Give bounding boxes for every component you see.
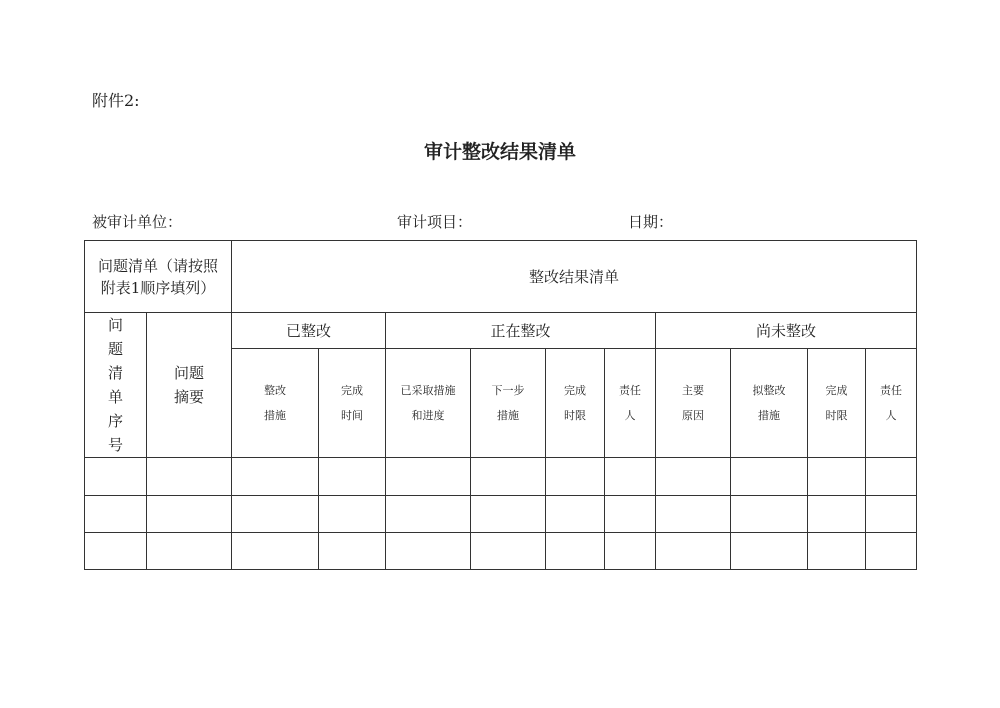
attachment-label: 附件2: — [92, 91, 140, 110]
sub-header-responsible-2: 责任人 — [866, 349, 917, 458]
group-done-header: 已整改 — [232, 313, 386, 349]
table-row — [85, 496, 917, 533]
group-in-progress-header: 正在整改 — [386, 313, 656, 349]
audited-unit-label: 被审计单位： — [92, 213, 183, 231]
date-label: 日期： — [628, 213, 674, 231]
sub-header-responsible: 责任人 — [605, 349, 656, 458]
problem-no-header: 问题清单序号 — [85, 313, 147, 458]
table-row — [85, 458, 917, 496]
sub-header-planned-measures: 拟整改措施 — [731, 349, 808, 458]
sub-header-deadline: 完成时限 — [546, 349, 605, 458]
sub-header-actions-progress: 已采取措施和进度 — [386, 349, 471, 458]
audit-project-label: 审计项目： — [397, 213, 473, 231]
sub-header-completion-time: 完成时间 — [319, 349, 386, 458]
page-title: 审计整改结果清单 — [423, 141, 576, 163]
problem-summary-header: 问题摘要 — [147, 313, 232, 458]
sub-header-measures: 整改措施 — [232, 349, 319, 458]
result-list-header: 整改结果清单 — [232, 241, 917, 313]
table-row — [85, 533, 917, 570]
sub-header-deadline-2: 完成时限 — [808, 349, 866, 458]
audit-rectification-table — [84, 240, 917, 570]
sub-header-next-steps: 下一步措施 — [471, 349, 546, 458]
problem-list-header: 问题清单（请按照附表1顺序填列） — [85, 241, 232, 313]
group-not-done-header: 尚未整改 — [656, 313, 917, 349]
sub-header-main-reason: 主要原因 — [656, 349, 731, 458]
